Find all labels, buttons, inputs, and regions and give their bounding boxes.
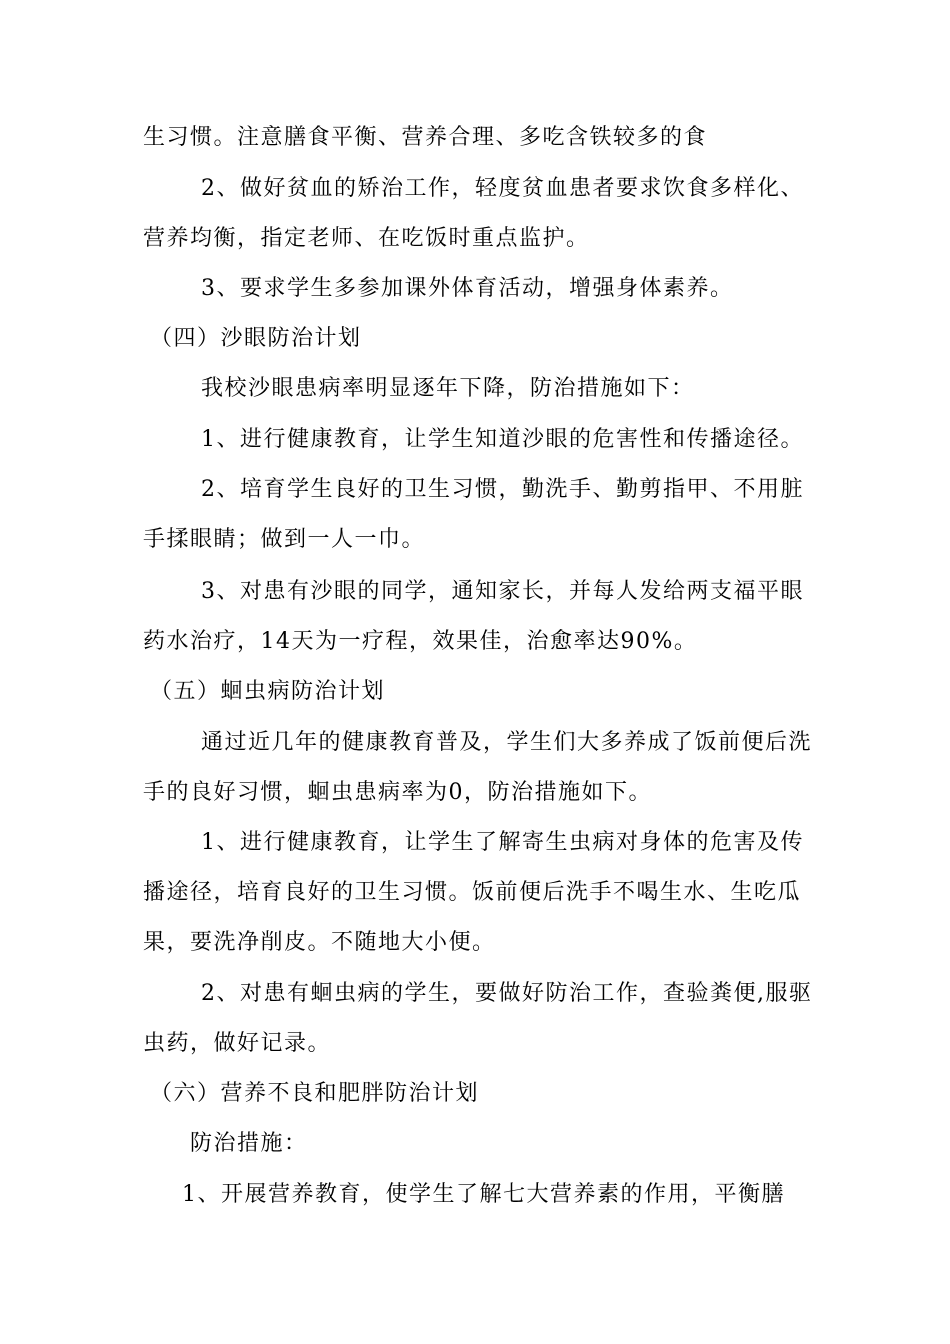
paragraph-line: 3、对患有沙眼的同学，通知家长，并每人发给两支福平眼 [201, 579, 804, 604]
paragraph-line: 营养均衡，指定老师、在吃饭时重点监护。 [143, 226, 590, 251]
paragraph-line: 生习惯。注意膳食平衡、营养合理、多吃含铁较多的食 [143, 125, 708, 150]
paragraph-line: 2、培育学生良好的卫生习惯，勤洗手、勤剪指甲、不用脏 [201, 477, 804, 502]
paragraph-line: 播途径，培育良好的卫生习惯。饭前便后洗手不喝生水、生吃瓜 [143, 880, 802, 905]
paragraph-line: 虫药，做好记录。 [143, 1031, 332, 1056]
paragraph-line: 3、要求学生多参加课外体育活动，增强身体素养。 [201, 276, 734, 301]
paragraph-line: 2、做好贫血的矫治工作，轻度贫血患者要求饮食多样化、 [201, 176, 804, 201]
paragraph-line: 1、进行健康教育，让学生了解寄生虫病对身体的危害及传 [201, 830, 804, 855]
paragraph-line: 通过近几年的健康教育普及，学生们大多养成了饭前便后洗 [201, 730, 813, 755]
paragraph-line: 手揉眼睛；做到一人一巾。 [143, 527, 426, 552]
paragraph-line: 我校沙眼患病率明显逐年下降，防治措施如下： [201, 376, 695, 401]
paragraph-line: 2、对患有蛔虫病的学生，要做好防治工作，查验粪便,服驱 [201, 981, 813, 1006]
paragraph-line: 手的良好习惯，蛔虫患病率为0，防治措施如下。 [143, 780, 652, 805]
paragraph-line: 药水治疗，14天为一疗程，效果佳，治愈率达90%。 [143, 629, 698, 654]
paragraph-line: 防治措施： [190, 1131, 308, 1156]
paragraph-line: 1、进行健康教育，让学生知道沙眼的危害性和传播途径。 [201, 427, 804, 452]
section-heading: （五）蛔虫病防治计划 [150, 679, 386, 704]
paragraph-line: 1、开展营养教育，使学生了解七大营养素的作用，平衡膳 [182, 1182, 785, 1207]
section-heading: （六）营养不良和肥胖防治计划 [150, 1081, 480, 1106]
paragraph-line: 果，要洗净削皮。不随地大小便。 [143, 930, 496, 955]
section-heading: （四）沙眼防治计划 [150, 326, 362, 351]
